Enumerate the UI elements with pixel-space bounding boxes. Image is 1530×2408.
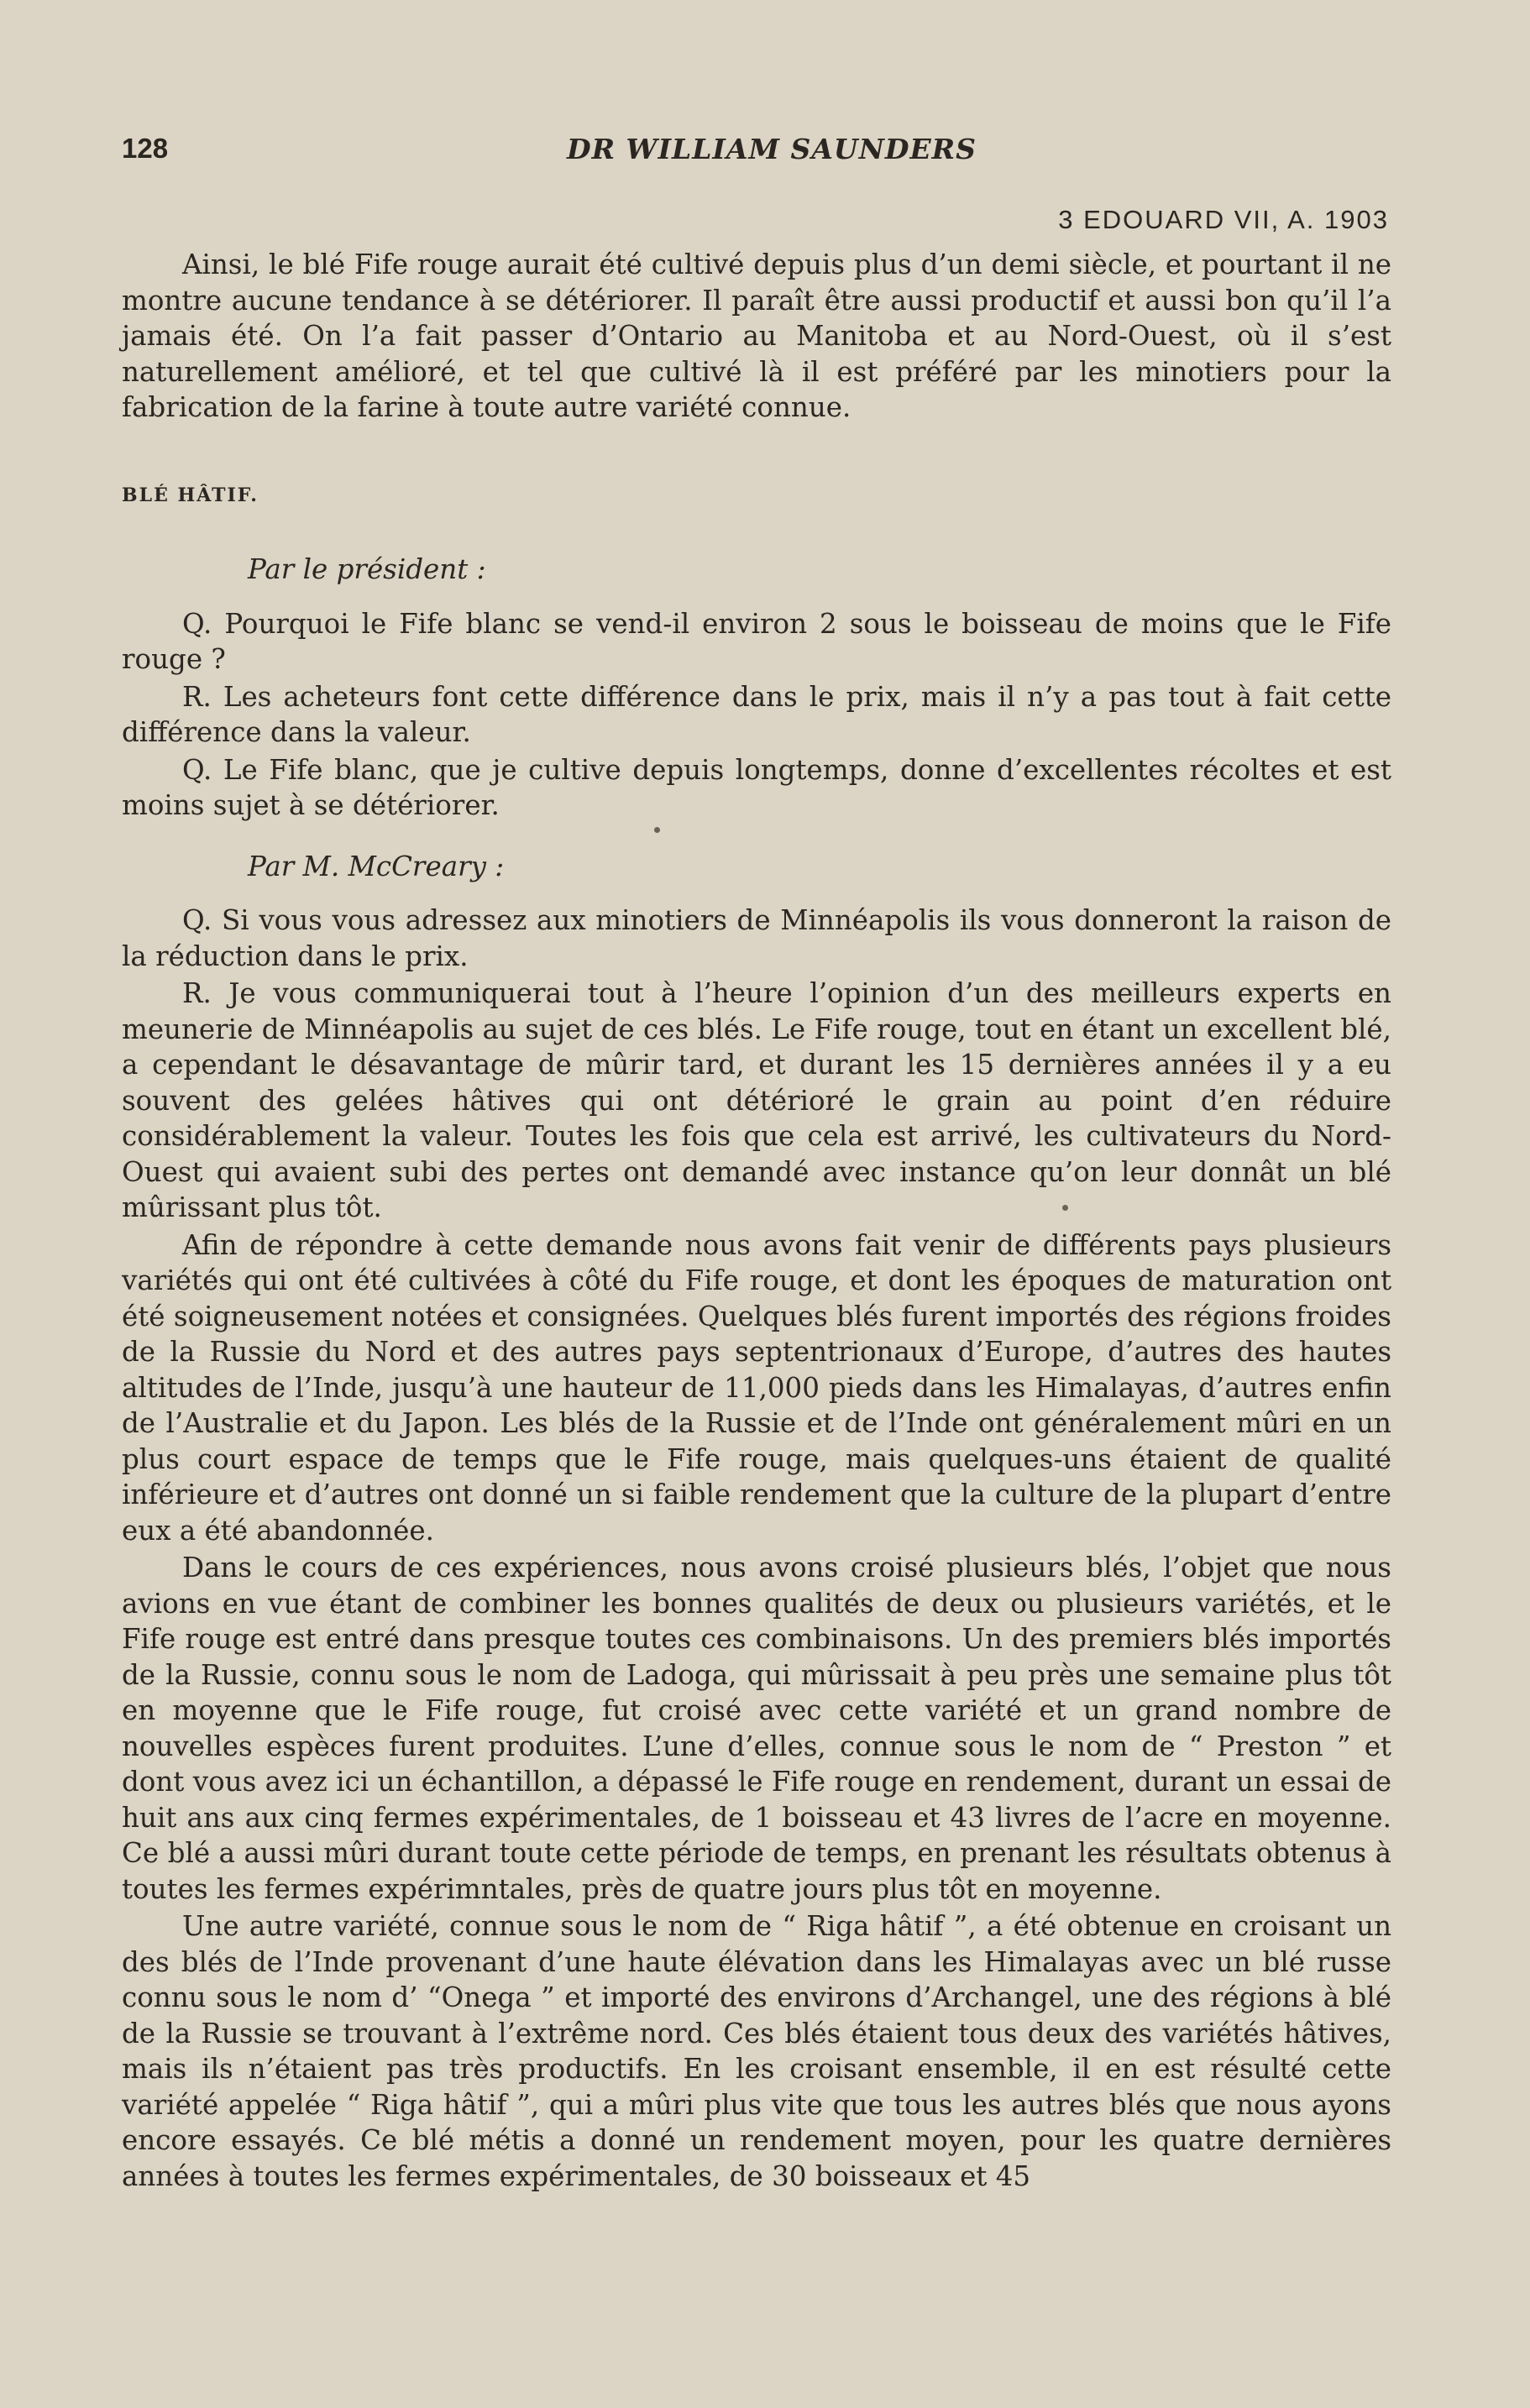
paragraph: Dans le cours de ces expériences, nous avons croisé plusieurs blés, l’objet que nous avions en vue étant de combiner les bonnes qualités de deux ou plusieurs variétés, et le Fife rouge est entré dans presque toutes ces combinaisons. Un des premiers blés importés de la Russie, connu sous le nom de Ladoga, qui mûrissait à peu près une semaine plus tôt en moyenne que le Fife rouge, fut croisé avec cette variété et un grand nombre de nouvelles espèces furent produites. L’une d’elles, connue sous le nom de “ Preston ” et dont vous avez ici un échantillon, a dépassé le Fife rouge en rendement, durant un essai de huit ans aux cinq fermes expérimentales, de 1 boisseau et 43 livres de l’acre en moyenne. Ce blé a aussi mûri durant toute cette période de temps, en prenant les résultats obtenus à toutes les fermes expérimntales, près de quatre jours plus tôt en moyenne. [122,1552,1391,1905]
page-number: 128 [122,133,169,164]
speaker-label: Par M. McCreary : [248,850,505,882]
section-heading: BLÉ HÂTIF. [122,484,259,506]
paragraph: Afin de répondre à cette demande nous avons fait venir de différents pays plusieurs variétés qui ont été cultivées à côté du Fife rouge, et dont les époques de maturation ont été soigneusement notées et consignées. Quelques blés furent importés des régions froides de la Russie du Nord et des autres pays septentrionaux d’Europe, d’autres des hautes altitudes de l’Inde, jusqu’à une hauteur de 11,000 pieds dans les Himalayas, d’autres enfin de l’Australie et du Japon. Les blés de la Russie et de l’Inde ont généralement mûri en un plus court espace de temps que le Fife rouge, mais quelques-uns étaient de qualité inférieure et d’autres ont donné un si faible rendement que la culture de la plupart d’entre eux a été abandonnée. [122,1228,1391,1547]
answer: R. Je vous communiquerai tout à l’heure l’opinion d’un des meilleurs experts en meunerie de Minnéapolis au sujet de ces blés. Le Fife rouge, tout en étant un excellent blé, a cependant le désavantage de mûrir tard, et durant les 15 dernières années il y a eu souvent des gelées hâtives qui ont détérioré le grain au point d’en réduire considérablement la valeur. Toutes les fois que cela est arrivé, les cultivateurs du Nord-Ouest qui avaient subi des pertes ont demandé avec instance qu’on leur donnât un blé mûrissant plus tôt. [122,977,1391,1223]
paper-speck [1062,1205,1068,1211]
question: Q. Pourquoi le Fife blanc se vend-il environ 2 sous le boisseau de moins que le Fife rouge ? [122,607,1391,675]
paragraph: Une autre variété, connue sous le nom de “ Riga hâtif ”, a été obtenue en croisant un des blés de l’Inde provenant d’une haute élévation dans les Himalayas avec un blé russe connu sous le nom d’ “Onega ” et importé des environs d’Archangel, une des régions à blé de la Russie se trouvant à l’extrême nord. Ces blés étaient tous deux des variétés hâtives, mais ils n’étaient pas très productifs. En les croisant ensemble, il en est résulté cette variété appelée “ Riga hâtif ”, qui a mûri plus vite que tous les autres blés que nous ayons encore essayés. Ce blé métis a donné un rendement moyen, pour les quatre dernières années à toutes les fermes expérimentales, de 30 boisseaux et 45 [122,1910,1391,2192]
speaker-label: Par le président : [248,553,486,585]
running-title: DR WILLIAM SAUNDERS [567,133,977,165]
question: Q. Si vous vous adressez aux minotiers de Minnéapolis ils vous donneront la raison de la réduction dans le prix. [122,904,1391,972]
paragraph: Ainsi, le blé Fife rouge aurait été cultivé depuis plus d’un demi siècle, et pourtant il ne montre aucune tendance à se détériorer. Il paraît être aussi productif et aussi bon qu’il l’a jamais été. On l’a fait passer d’Ontario au Manitoba et au Nord-Ouest, où il s’est naturellement amélioré, et tel que cultivé là il est préféré par les minotiers pour la fabrication de la farine à toute autre variété connue. [122,249,1391,423]
question: Q. Le Fife blanc, que je cultive depuis longtemps, donne d’excellentes récoltes et est moins sujet à se détériorer. [122,753,1391,821]
paper-speck [654,827,660,833]
running-header [122,133,1398,175]
session-label: 3 EDOUARD VII, A. 1903 [1058,205,1389,234]
body-text [122,247,1391,2196]
answer: R. Les acheteurs font cette différence dans le prix, mais il n’y a pas tout à fait cette différence dans la valeur. [122,680,1391,748]
